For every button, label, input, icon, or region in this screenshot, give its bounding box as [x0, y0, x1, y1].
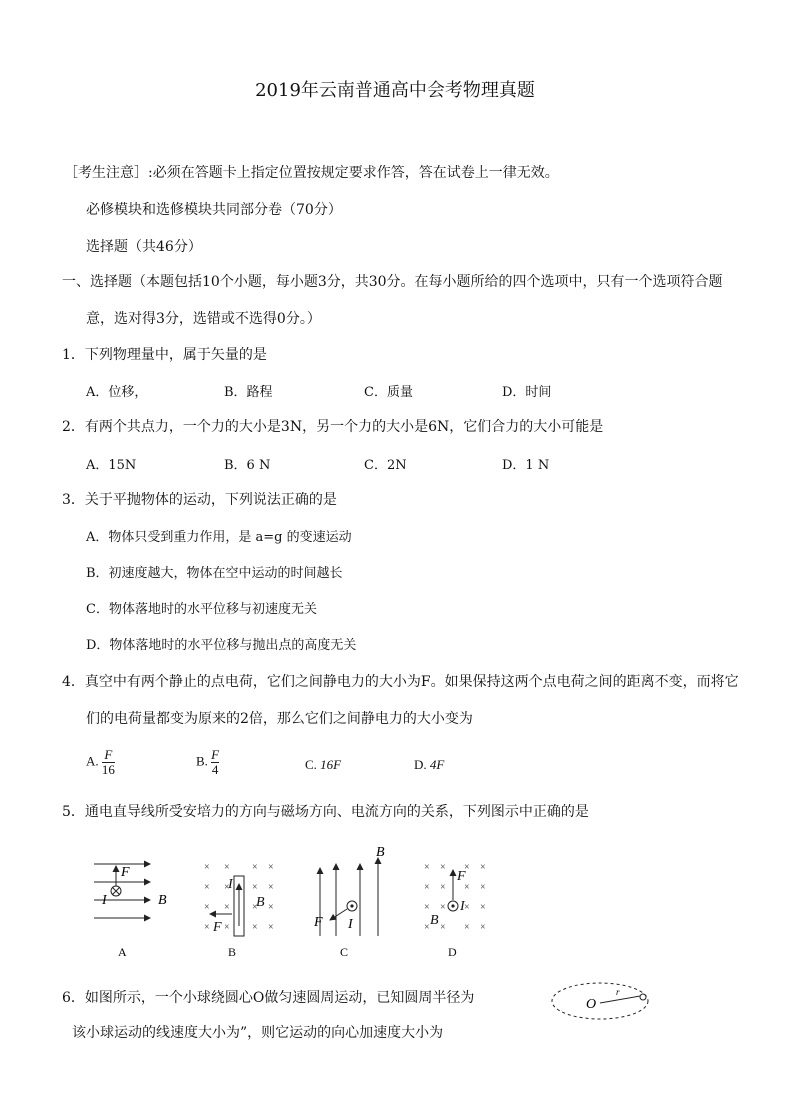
- q5-c-label-b: B: [376, 845, 385, 860]
- q1-option-a: A．位移，: [86, 385, 148, 400]
- q1-option-c: C．质量: [364, 385, 413, 400]
- svg-text:×: ×: [204, 862, 210, 873]
- part1-instructions-line2: 意，选对得3分，选错或不选得0分。）: [86, 311, 321, 327]
- q5-diagram-a: [94, 864, 167, 959]
- q3-stem: 3．关于平抛物体的运动，下列说法正确的是: [62, 492, 337, 508]
- q3-option-c: C．物体落地时的水平位移与初速度无关: [86, 602, 317, 617]
- q4-option-a-numerator: F: [104, 747, 113, 762]
- svg-text:×: ×: [224, 882, 230, 893]
- q5-a-label-f: F: [121, 865, 130, 880]
- svg-text:×: ×: [480, 882, 486, 893]
- q5-diagram-d: [424, 862, 486, 959]
- svg-text:×: ×: [252, 922, 258, 933]
- svg-text:×: ×: [440, 902, 446, 913]
- q4-option-b-numerator: F: [211, 747, 220, 762]
- q5-diagram-c: [313, 845, 385, 959]
- q4-option-b-label: B.: [196, 753, 208, 769]
- q5-diagram-b: [204, 862, 274, 959]
- q1-option-b: B．路程: [224, 385, 273, 400]
- q4-option-b-fraction: [211, 748, 219, 777]
- q5-c-label-f: F: [314, 915, 323, 930]
- svg-text:×: ×: [464, 922, 470, 933]
- section-choice-heading: 选择题（共46分）: [86, 239, 202, 255]
- q6-stem-line2: 该小球运动的线速度大小为”，则它运动的向心加速度大小为: [72, 1025, 444, 1041]
- q5-b-label-i: I: [228, 877, 233, 892]
- svg-text:×: ×: [464, 882, 470, 893]
- q1-option-d: D．时间: [502, 385, 552, 400]
- q4-option-a-label: A.: [86, 753, 99, 769]
- q6-label-o: O: [586, 997, 597, 1012]
- svg-text:×: ×: [424, 882, 430, 893]
- q4-option-a: [86, 748, 115, 777]
- svg-text:×: ×: [480, 922, 486, 933]
- q5-b-caption: B: [228, 945, 237, 959]
- q1-stem: 1．下列物理量中，属于矢量的是: [62, 347, 267, 363]
- q4-option-d: [414, 757, 444, 773]
- q4-option-a-fraction: [102, 748, 115, 777]
- part1-instructions-line1: 一、选择题（本题包括10个小题，每小题3分，共30分。在每小题所给的四个选项中，只有一个选项符合题: [62, 274, 723, 290]
- q6-circle-diagram: [548, 978, 660, 1024]
- svg-text:×: ×: [204, 882, 210, 893]
- q5-b-label-f: F: [213, 920, 222, 935]
- svg-text:×: ×: [424, 922, 430, 933]
- q6-stem-line1: 6．如图所示，一个小球绕圆心O做匀速圆周运动，已知圆周半径为: [62, 990, 475, 1006]
- svg-text:×: ×: [424, 902, 430, 913]
- svg-text:×: ×: [424, 862, 430, 873]
- q3-option-d: D．物体落地时的水平位移与抛出点的高度无关: [86, 638, 357, 653]
- q4-option-d-value: 4F: [429, 757, 445, 772]
- svg-text:×: ×: [204, 902, 210, 913]
- page-title: 2019年云南普通高中会考物理真题: [255, 80, 535, 101]
- svg-text:×: ×: [268, 922, 274, 933]
- q5-b-label-b: B: [256, 895, 265, 910]
- q4-stem-line2: 们的电荷量都变为原来的2倍，那么它们之间静电力的大小变为: [86, 711, 473, 727]
- svg-text:×: ×: [268, 862, 274, 873]
- q2-stem: 2．有两个共点力，一个力的大小是3N，另一个力的大小是6N，它们合力的大小可能是: [62, 419, 604, 435]
- svg-text:×: ×: [440, 862, 446, 873]
- q5-c-caption: C: [340, 945, 349, 959]
- q3-option-b: B．初速度越大，物体在空中运动的时间越长: [86, 566, 343, 581]
- q5-a-label-i: I: [102, 893, 107, 908]
- q4-option-d-label: D.: [414, 757, 427, 772]
- svg-text:×: ×: [480, 862, 486, 873]
- svg-text:×: ×: [252, 882, 258, 893]
- q5-a-label-b: B: [158, 893, 167, 908]
- q5-d-label-f: F: [457, 869, 466, 884]
- q4-option-c-value: 16F: [320, 757, 342, 772]
- q3-option-a: A．物体只受到重力作用，是 a=g 的变速运动: [86, 530, 352, 545]
- q5-c-label-i: I: [348, 917, 353, 932]
- q2-option-a: A．15N: [86, 458, 137, 473]
- svg-text:×: ×: [440, 882, 446, 893]
- q5-d-caption: D: [448, 945, 457, 959]
- svg-text:×: ×: [440, 922, 446, 933]
- q5-diagrams: [80, 836, 500, 966]
- q4-option-a-denominator: 16: [101, 762, 115, 777]
- svg-text:×: ×: [252, 862, 258, 873]
- svg-text:×: ×: [204, 922, 210, 933]
- svg-text:×: ×: [252, 902, 258, 913]
- q4-option-c-label: C.: [305, 757, 317, 772]
- svg-text:×: ×: [268, 902, 274, 913]
- svg-text:×: ×: [224, 862, 230, 873]
- section-common-heading: 必修模块和选修模块共同部分卷（70分）: [86, 202, 342, 218]
- q5-stem: 5．通电直导线所受安培力的方向与磁场方向、电流方向的关系，下列图示中正确的是: [62, 804, 589, 820]
- q4-option-c: [305, 757, 341, 773]
- q5-d-label-i: I: [460, 899, 465, 914]
- q2-option-d: D．1 N: [502, 458, 550, 473]
- svg-text:×: ×: [268, 882, 274, 893]
- svg-text:×: ×: [464, 902, 470, 913]
- q6-label-r: r: [616, 987, 620, 997]
- q2-option-c: C．2N: [364, 458, 407, 473]
- q5-d-label-b: B: [430, 913, 439, 928]
- svg-text:×: ×: [224, 902, 230, 913]
- notice-text: ［考生注意］:必须在答题卡上指定位置按规定要求作答，答在试卷上一律无效。: [64, 165, 559, 181]
- q2-option-b: B．6 N: [224, 458, 271, 473]
- svg-text:×: ×: [480, 902, 486, 913]
- q5-a-caption: A: [118, 945, 127, 959]
- svg-text:×: ×: [224, 922, 230, 933]
- q4-option-b: [196, 748, 219, 777]
- svg-text:×: ×: [464, 862, 470, 873]
- q4-option-b-denominator: 4: [211, 762, 219, 777]
- q4-stem-line1: 4．真空中有两个静止的点电荷，它们之间静电力的大小为F。如果保持这两个点电荷之间的距离不变，而将它: [62, 674, 739, 690]
